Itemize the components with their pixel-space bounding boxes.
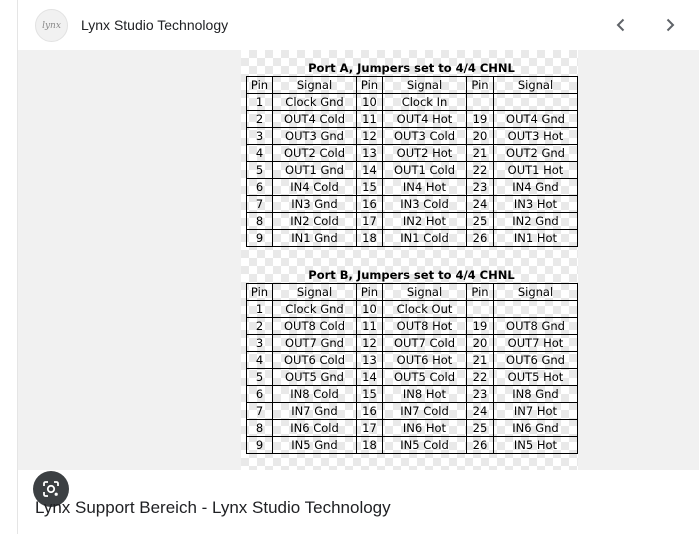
pin-cell xyxy=(467,301,494,318)
pin-cell: 21 xyxy=(467,352,494,369)
signal-cell: IN8 Gnd xyxy=(494,386,578,403)
signal-cell: IN4 Gnd xyxy=(494,179,578,196)
pin-cell: 5 xyxy=(247,369,273,386)
signal-cell: OUT3 Hot xyxy=(494,128,578,145)
pin-cell: 16 xyxy=(357,403,383,420)
pin-cell: 15 xyxy=(357,179,383,196)
table-row xyxy=(247,196,578,213)
table-row xyxy=(247,230,578,247)
pin-cell: 10 xyxy=(357,301,383,318)
table-row xyxy=(247,437,578,454)
signal-cell: OUT7 Cold xyxy=(383,335,467,352)
pin-cell: 26 xyxy=(467,230,494,247)
pin-cell: 26 xyxy=(467,437,494,454)
signal-cell: Clock In xyxy=(383,94,467,111)
signal-cell: IN6 Cold xyxy=(273,420,357,437)
preview-header xyxy=(18,0,699,50)
table-row xyxy=(247,145,578,162)
pin-cell: 18 xyxy=(357,437,383,454)
column-header: Signal xyxy=(494,77,578,94)
signal-cell: IN8 Cold xyxy=(273,386,357,403)
signal-cell: OUT5 Cold xyxy=(383,369,467,386)
signal-cell: IN5 Hot xyxy=(494,437,578,454)
pin-cell: 13 xyxy=(357,145,383,162)
table-row xyxy=(247,94,578,111)
signal-cell xyxy=(494,94,578,111)
signal-cell: IN3 Cold xyxy=(383,196,467,213)
table-row xyxy=(247,128,578,145)
pin-cell: 9 xyxy=(247,437,273,454)
pin-cell: 9 xyxy=(247,230,273,247)
table-row xyxy=(247,111,578,128)
pin-cell: 22 xyxy=(467,162,494,179)
signal-cell: IN2 Cold xyxy=(273,213,357,230)
signal-cell: OUT7 Gnd xyxy=(273,335,357,352)
signal-cell: OUT4 Gnd xyxy=(494,111,578,128)
table-row xyxy=(247,213,578,230)
signal-cell: OUT1 Gnd xyxy=(273,162,357,179)
pin-cell: 12 xyxy=(357,335,383,352)
pinout-image[interactable] xyxy=(241,50,578,470)
pin-cell: 16 xyxy=(357,196,383,213)
signal-cell: OUT6 Gnd xyxy=(494,352,578,369)
signal-cell: OUT1 Hot xyxy=(494,162,578,179)
pin-cell xyxy=(467,94,494,111)
pin-cell: 17 xyxy=(357,213,383,230)
pin-cell: 19 xyxy=(467,111,494,128)
pinout-table xyxy=(246,283,578,454)
column-header: Pin xyxy=(357,284,383,301)
pin-cell: 8 xyxy=(247,213,273,230)
pin-cell: 14 xyxy=(357,369,383,386)
signal-cell: Clock Gnd xyxy=(273,94,357,111)
pin-cell: 1 xyxy=(247,94,273,111)
signal-cell: OUT8 Hot xyxy=(383,318,467,335)
pin-cell: 10 xyxy=(357,94,383,111)
signal-cell: IN1 Hot xyxy=(494,230,578,247)
port-b-table xyxy=(246,267,577,454)
signal-cell: OUT6 Hot xyxy=(383,352,467,369)
port-a-table xyxy=(246,60,577,247)
column-header: Signal xyxy=(273,284,357,301)
pin-cell: 11 xyxy=(357,318,383,335)
pin-cell: 3 xyxy=(247,128,273,145)
image-preview-panel xyxy=(17,0,699,534)
previous-button[interactable] xyxy=(608,12,634,38)
signal-cell: IN4 Hot xyxy=(383,179,467,196)
column-header: Pin xyxy=(357,77,383,94)
table-title: Port A, Jumpers set to 4/4 CHNL xyxy=(308,61,515,75)
pin-cell: 23 xyxy=(467,179,494,196)
table-row xyxy=(247,386,578,403)
pin-cell: 18 xyxy=(357,230,383,247)
table-row xyxy=(247,335,578,352)
lens-search-icon xyxy=(41,479,61,499)
pin-cell: 15 xyxy=(357,386,383,403)
pin-cell: 4 xyxy=(247,352,273,369)
signal-cell: OUT3 Cold xyxy=(383,128,467,145)
next-button[interactable] xyxy=(657,12,683,38)
pin-cell: 2 xyxy=(247,111,273,128)
signal-cell: IN1 Cold xyxy=(383,230,467,247)
table-header-row xyxy=(247,77,578,94)
signal-cell: OUT1 Cold xyxy=(383,162,467,179)
signal-cell: IN7 Cold xyxy=(383,403,467,420)
signal-cell: OUT5 Gnd xyxy=(273,369,357,386)
pin-cell: 4 xyxy=(247,145,273,162)
pin-cell: 2 xyxy=(247,318,273,335)
site-title[interactable]: Lynx Studio Technology xyxy=(81,17,229,33)
pin-cell: 17 xyxy=(357,420,383,437)
column-header: Signal xyxy=(273,77,357,94)
pin-cell: 23 xyxy=(467,386,494,403)
pin-cell: 24 xyxy=(467,196,494,213)
pin-cell: 3 xyxy=(247,335,273,352)
pin-cell: 21 xyxy=(467,145,494,162)
pin-cell: 22 xyxy=(467,369,494,386)
pin-cell: 25 xyxy=(467,213,494,230)
site-logo[interactable]: lynx xyxy=(35,9,68,42)
pin-cell: 13 xyxy=(357,352,383,369)
pin-cell: 1 xyxy=(247,301,273,318)
signal-cell: IN7 Hot xyxy=(494,403,578,420)
signal-cell: IN2 Hot xyxy=(383,213,467,230)
signal-cell: IN5 Cold xyxy=(383,437,467,454)
pin-cell: 25 xyxy=(467,420,494,437)
signal-cell: OUT5 Hot xyxy=(494,369,578,386)
signal-cell: OUT3 Gnd xyxy=(273,128,357,145)
signal-cell: OUT4 Hot xyxy=(383,111,467,128)
signal-cell: Clock Out xyxy=(383,301,467,318)
table-row xyxy=(247,162,578,179)
signal-cell: IN6 Hot xyxy=(383,420,467,437)
signal-cell: OUT6 Cold xyxy=(273,352,357,369)
signal-cell: IN3 Hot xyxy=(494,196,578,213)
column-header: Signal xyxy=(383,284,467,301)
signal-cell: IN4 Cold xyxy=(273,179,357,196)
pin-cell: 24 xyxy=(467,403,494,420)
pin-cell: 11 xyxy=(357,111,383,128)
signal-cell xyxy=(494,301,578,318)
pin-cell: 20 xyxy=(467,128,494,145)
column-header: Pin xyxy=(467,284,494,301)
pin-cell: 6 xyxy=(247,386,273,403)
pinout-table xyxy=(246,76,578,247)
signal-cell: OUT2 Hot xyxy=(383,145,467,162)
signal-cell: OUT8 Gnd xyxy=(494,318,578,335)
table-row xyxy=(247,318,578,335)
signal-cell: IN2 Gnd xyxy=(494,213,578,230)
table-title: Port B, Jumpers set to 4/4 CHNL xyxy=(308,268,515,282)
signal-cell: OUT2 Cold xyxy=(273,145,357,162)
pin-cell: 5 xyxy=(247,162,273,179)
pin-cell: 6 xyxy=(247,179,273,196)
signal-cell: IN1 Gnd xyxy=(273,230,357,247)
table-row xyxy=(247,352,578,369)
image-viewer[interactable] xyxy=(18,50,699,470)
table-row xyxy=(247,301,578,318)
signal-cell: OUT2 Gnd xyxy=(494,145,578,162)
signal-cell: IN6 Gnd xyxy=(494,420,578,437)
pin-cell: 12 xyxy=(357,128,383,145)
image-caption-link[interactable]: Lynx Support Bereich - Lynx Studio Technology xyxy=(35,498,391,517)
column-header: Pin xyxy=(247,284,273,301)
column-header: Pin xyxy=(467,77,494,94)
chevron-right-icon xyxy=(662,17,678,33)
signal-cell: IN8 Hot xyxy=(383,386,467,403)
signal-cell: IN7 Gnd xyxy=(273,403,357,420)
signal-cell: OUT4 Cold xyxy=(273,111,357,128)
table-row xyxy=(247,179,578,196)
pin-cell: 20 xyxy=(467,335,494,352)
signal-cell: IN3 Gnd xyxy=(273,196,357,213)
signal-cell: Clock Gnd xyxy=(273,301,357,318)
column-header: Signal xyxy=(494,284,578,301)
table-row xyxy=(247,369,578,386)
signal-cell: OUT7 Hot xyxy=(494,335,578,352)
pin-cell: 19 xyxy=(467,318,494,335)
table-row xyxy=(247,403,578,420)
table-header-row xyxy=(247,284,578,301)
signal-cell: IN5 Gnd xyxy=(273,437,357,454)
column-header: Pin xyxy=(247,77,273,94)
signal-cell: OUT8 Cold xyxy=(273,318,357,335)
pin-cell: 8 xyxy=(247,420,273,437)
chevron-left-icon xyxy=(613,17,629,33)
pin-cell: 14 xyxy=(357,162,383,179)
column-header: Signal xyxy=(383,77,467,94)
table-row xyxy=(247,420,578,437)
pin-cell: 7 xyxy=(247,403,273,420)
pin-cell: 7 xyxy=(247,196,273,213)
